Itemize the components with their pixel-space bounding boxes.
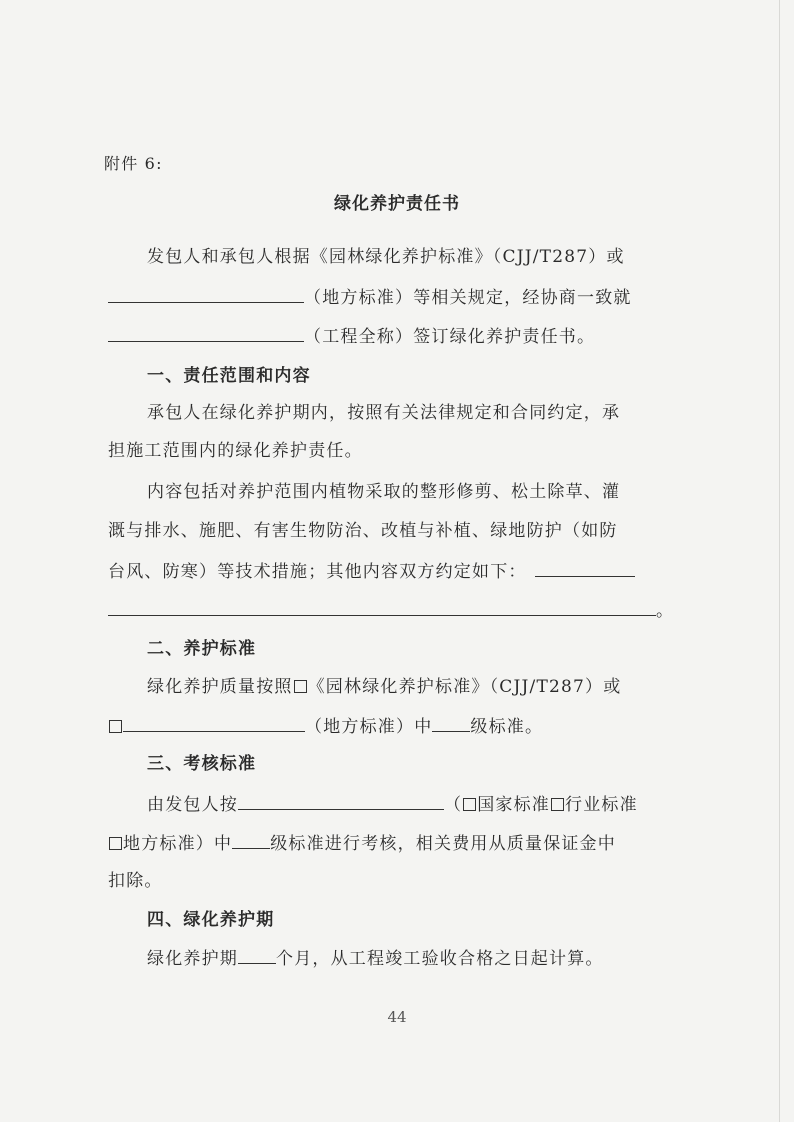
intro-line-3-text: （工程全称）签订绿化养护责任书。 (304, 327, 596, 347)
maintenance-months-blank[interactable] (238, 946, 276, 964)
project-name-blank[interactable] (108, 324, 304, 342)
section-2-heading: 二、养护标准 (147, 639, 257, 659)
s2-line-2-text-a: （地方标准）中 (305, 717, 433, 737)
other-content-blank-2[interactable] (108, 598, 656, 616)
s2-line-1-text: 绿化养护质量按照 (147, 677, 293, 697)
annex-label: 附件 6: (104, 154, 163, 173)
section-4-heading: 四、绿化养护期 (147, 910, 275, 930)
document-title: 绿化养护责任书 (334, 194, 460, 214)
s1-p2-line-4 (108, 598, 688, 622)
s1-p1-line-2: 担施工范围内的绿化养护责任。 (108, 441, 363, 461)
s3-local-standard-checkbox[interactable] (109, 837, 122, 850)
industry-standard-label: 行业标准 (565, 795, 638, 815)
page-number: 44 (387, 1008, 407, 1026)
intro-line-2 (108, 285, 688, 309)
s3-line-2-text-a: 地方标准）中 (123, 834, 233, 854)
s4-line-1 (147, 946, 727, 970)
s3-line-2-text-b: 级标准进行考核，相关费用从质量保证金中 (270, 834, 617, 854)
intro-line-1: 发包人和承包人根据《园林绿化养护标准》（CJJ/T287）或 (147, 247, 625, 267)
national-standard-label: 国家标准 (477, 795, 551, 815)
intro-line-3 (108, 324, 688, 348)
s3-line-3: 扣除。 (108, 871, 163, 891)
s2-line-2 (108, 714, 688, 738)
s3-line-1 (147, 792, 727, 816)
garden-standard-checkbox[interactable] (294, 680, 307, 693)
national-standard-checkbox[interactable] (463, 798, 476, 811)
local-standard-checkbox[interactable] (109, 720, 122, 733)
s4-line-1-text-b: 个月，从工程竣工验收合格之日起计算。 (276, 949, 604, 969)
s1-p2-line-3 (108, 559, 688, 583)
intro-line-2-text: （地方标准）等相关规定，经协商一致就 (304, 288, 632, 308)
s2-level-blank[interactable] (432, 714, 470, 732)
s1-p2-line-2: 溉与排水、施肥、有害生物防治、改植与补植、绿地防护（如防 (108, 521, 618, 541)
s1-p2-line-3-text: 台风、防寒）等技术措施；其他内容双方约定如下： (108, 562, 527, 582)
s3-line-2 (108, 831, 688, 855)
s2-line-1 (147, 676, 727, 698)
section-3-heading: 三、考核标准 (147, 754, 257, 774)
s3-assessor-blank[interactable] (238, 792, 444, 810)
s1-p1-line-1: 承包人在绿化养护期内，按照有关法律规定和合同约定，承 (147, 403, 621, 423)
s1-p2-line-1: 内容包括对养护范围内植物采取的整形修剪、松土除草、灌 (147, 482, 621, 502)
s3-open-paren: （ (444, 795, 463, 815)
local-standard-blank[interactable] (108, 285, 304, 303)
s2-local-standard-blank[interactable] (123, 714, 305, 732)
page-edge (779, 0, 780, 1122)
s4-line-1-text-a: 绿化养护期 (147, 949, 238, 969)
s2-line-2-text-b: 级标准。 (470, 717, 544, 737)
s1-p2-end: 。 (656, 601, 675, 621)
s3-level-blank[interactable] (232, 831, 270, 849)
s2-line-1-text-b: 《园林绿化养护标准》（CJJ/T287）或 (307, 677, 622, 697)
s3-line-1-text-a: 由发包人按 (147, 795, 238, 815)
industry-standard-checkbox[interactable] (551, 798, 564, 811)
other-content-blank-1[interactable] (535, 559, 635, 577)
section-1-heading: 一、责任范围和内容 (147, 366, 311, 386)
